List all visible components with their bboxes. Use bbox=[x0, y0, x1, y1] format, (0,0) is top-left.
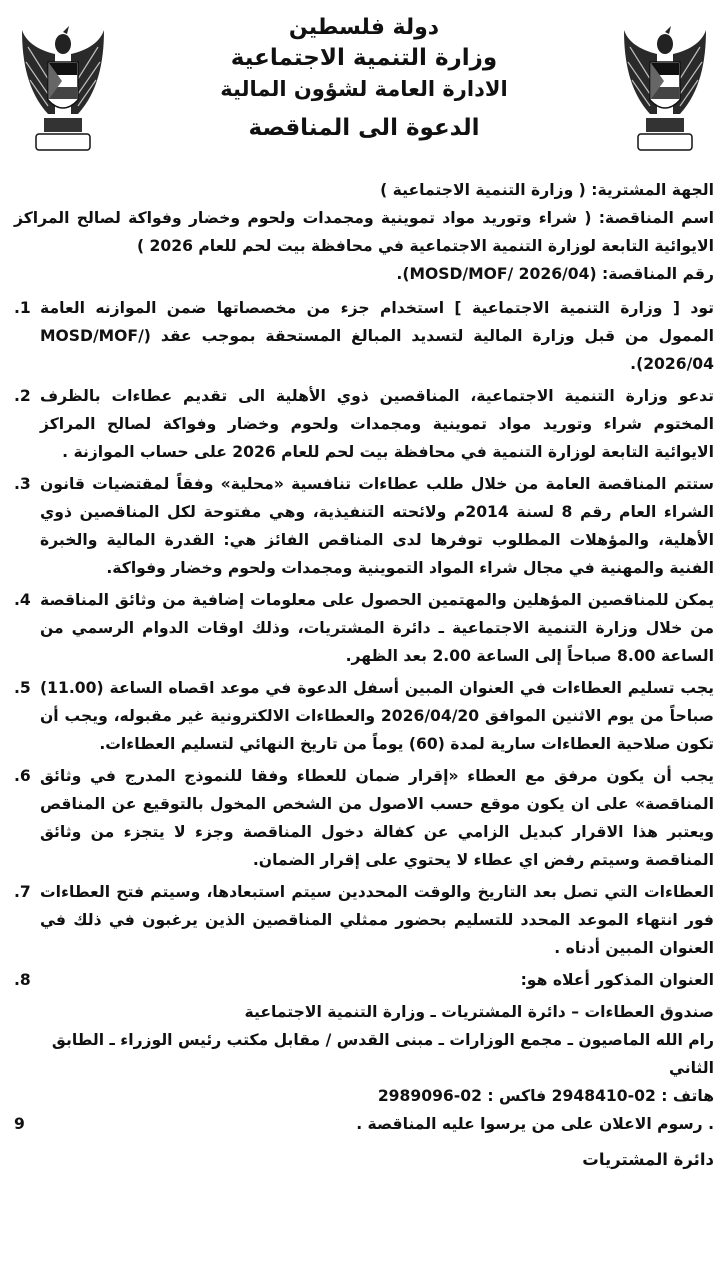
state-name: دولة فلسطين bbox=[288, 15, 440, 40]
item-number: .6 bbox=[14, 767, 31, 785]
item-text: ستتم المناقصة العامة من خلال طلب عطاءات تنافسية «محلية» وفقاً لمقتضيات قانون الشراء العام رقم 8 لسنة 2014م ولائحته التنفيذية، وهي مفتوحة لكل المناقصين ذوي الأهلية، والمؤهلات المطلوب توفرها لدى المناقص الفائز هي: القدرة المالية والخبرة الفنية والمهنية في مجال شراء المواد التموينية ومجمدات ولحوم وخضار وفواكة. bbox=[40, 475, 715, 577]
item-text: يجب تسليم العطاءات في العنوان المبين أسفل الدعوة في موعد اقصاه الساعة (11.00) صباحاً من يوم الاثنين الموافق 2026/04/20 والعطاءات الالكترونية غير مقبوله، ويجب أن تكون صلاحية العطاءات سارية لمدة (60) يوماً من تاريخ النهائي لتسليم العطاءات. bbox=[40, 679, 714, 753]
address-line-2: رام الله الماصيون ـ مجمع الوزارات ـ مبنى القدس / مقابل مكتب رئيس الوزراء ـ الطابق الثاني bbox=[51, 1031, 714, 1077]
item-text: تود [ وزارة التنمية الاجتماعية ] استخدام جزء من مخصصاتها ضمن الموازنه العامة الممول من قبل وزارة المالية لتسديد المبالغ المستحقة بموجب عقد (MOSD/MOF/ 2026/04). bbox=[40, 299, 714, 373]
item-text: العنوان المذكور أعلاه هو: bbox=[520, 971, 714, 989]
item-number: .5 bbox=[14, 679, 31, 697]
item-number: .1 bbox=[14, 299, 31, 317]
item-text: تدعو وزارة التنمية الاجتماعية، المناقصين ذوي الأهلية الى تقديم عطاءات بالظرف المختوم شراء وتوريد مواد تموينية ومجمدات ولحوم وخضار وفواكة لصالح المراكز الايوائية التابعة لوزارة التنمية في محافظة بيت لحم للعام 2026 على حساب الموازنة . bbox=[40, 387, 714, 461]
list-item bbox=[14, 1110, 714, 1138]
item-number: 9 bbox=[14, 1115, 25, 1133]
list-item bbox=[14, 294, 714, 378]
department-name: الادارة العامة لشؤون المالية bbox=[220, 77, 508, 101]
list-item bbox=[14, 382, 714, 466]
list-item bbox=[14, 674, 714, 758]
conditions-list bbox=[14, 294, 714, 994]
list-item bbox=[14, 470, 714, 582]
list-item bbox=[14, 966, 714, 994]
address-line-1: صندوق العطاءات – دائرة المشتريات ـ وزارة التنمية الاجتماعية bbox=[244, 1003, 714, 1021]
tender-number-line: رقم المناقصة: (MOSD/MOF/ 2026/04). bbox=[396, 265, 714, 283]
palestine-emblem-left bbox=[18, 22, 108, 162]
document-body bbox=[14, 176, 714, 1174]
eagle-emblem-icon bbox=[620, 22, 710, 162]
item-number: .4 bbox=[14, 591, 31, 609]
list-item bbox=[14, 586, 714, 670]
address-line-3: هاتف : 02-2948410 فاكس : 02-2989096 bbox=[377, 1087, 714, 1105]
item-text: يمكن للمناقصين المؤهلين والمهتمين الحصول على معلومات إضافية من وثائق المناقصة من خلال وزارة التنمية الاجتماعية ـ دائرة المشتريات، وذلك اوقات الدوام الرسمي من الساعة 8.00 صباحاً إلى الساعة 2.00 بعد الظهر. bbox=[40, 591, 714, 665]
palestine-emblem-right bbox=[620, 22, 710, 162]
item-number: .2 bbox=[14, 387, 31, 405]
tender-name-line: اسم المناقصة: ( شراء وتوريد مواد تموينية ومجمدات ولحوم وخضار وفواكة لصالح المراكز الايوائية التابعة لوزارة التنمية الاجتماعية في محافظة بيت لحم للعام 2026 ) bbox=[14, 209, 714, 255]
address-block bbox=[14, 998, 714, 1110]
list-item bbox=[14, 878, 714, 962]
item-text: . رسوم الاعلان على من يرسوا عليه المناقصة . bbox=[356, 1115, 714, 1133]
item-number: .7 bbox=[14, 883, 31, 901]
item-text: العطاءات التي تصل بعد التاريخ والوقت المحددين سيتم استبعادها، وسيتم فتح العطاءات فور انتهاء الموعد المحدد للتسليم بحضور ممثلي المناقصين الذين يرغبون في ذلك في العنوان المبين أدناه . bbox=[40, 883, 714, 957]
item-text: يجب أن يكون مرفق مع العطاء «إقرار ضمان للعطاء وفقا للنموذج المدرج في وثائق المناقصة» على ان يكون موقع حسب الاصول من الشخص المخول بالتوقيع عن المناقص ويعتبر هذا الاقرار كبديل الزامي عن كفالة دخول المناقصة وجزء لا يتجزء من وثائق المناقصة وسيتم رفض اي عطاء لا يحتوي على إقرار الضمان. bbox=[40, 767, 714, 869]
buyer-line: الجهة المشترية: ( وزارة التنمية الاجتماعية ) bbox=[380, 181, 714, 199]
list-item bbox=[14, 762, 714, 874]
document-title: الدعوة الى المناقصة bbox=[248, 115, 480, 141]
item-number: .3 bbox=[14, 475, 31, 493]
document-header bbox=[120, 12, 608, 144]
item-number: .8 bbox=[14, 971, 31, 989]
ministry-name: وزارة التنمية الاجتماعية bbox=[230, 45, 498, 71]
signature-department: دائرة المشتريات bbox=[582, 1150, 714, 1169]
eagle-emblem-icon bbox=[18, 22, 108, 162]
